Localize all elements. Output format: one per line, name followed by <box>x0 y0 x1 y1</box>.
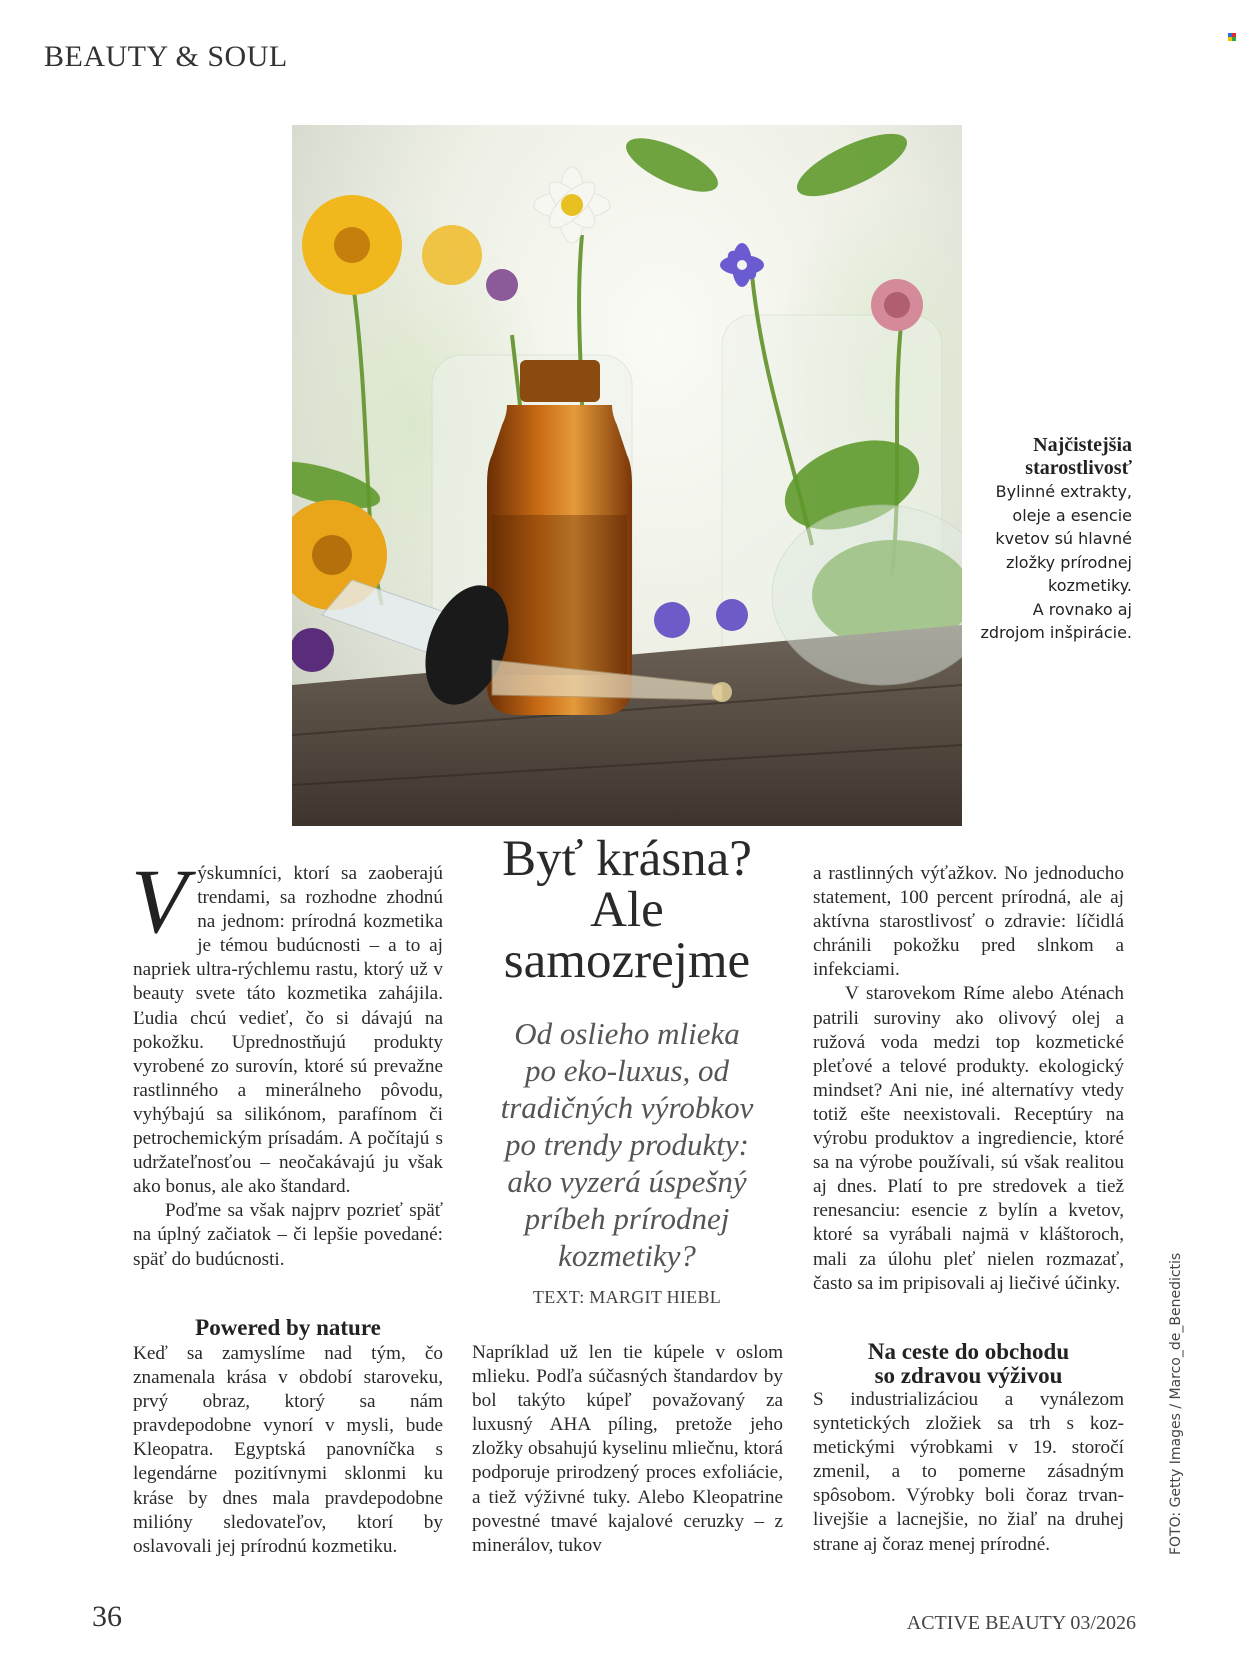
body-paragraph: ýskumníci, ktorí sa zaoberajú trendami, sa rozhodne zhodnú na jednom: prírodná kozmetika je témou budúcnosti – a to aj napriek ultra-rýchlemu rastu, ktorý už v beauty svete táto kozmetika zahájila. Ľudia chcú vedieť, čo si dávajú na pokožku. Uprednostňujú produkty vyrobené zo surovín, ktoré sú prevažne rastlinného a minerálneho pôvodu, vyhýbajú sa silikónom, parafínom či petrochemickým prísadám. A počítajú s udržateľnosťou – neočakávajú ju však ako bonus, ale ako štandard. <box>133 863 443 1198</box>
standfirst-line: ako vyzerá úspešný <box>507 1164 747 1199</box>
caption-line: A rovnako aj <box>1032 599 1132 619</box>
caption-line: oleje a esencie <box>1012 505 1132 525</box>
article-column-1 <box>131 850 443 1272</box>
standfirst-line: po eko-luxus, od <box>524 1053 730 1088</box>
body-paragraph: S industrializáciou a vynálezom syntetických zložiek sa trh s kozmetickými výrobkami v 19. storočí zmenil, a to pomerne zásadným spôsobom. Výrobky boli čoraz trvanlivejšie a lacnejšie, no žiaľ na druhej strane aj čoraz menej prírodné. <box>813 1389 1124 1555</box>
subheading-line: so zdravou výživou <box>874 1363 1063 1388</box>
caption-line: zložky prírodnej <box>1005 552 1132 572</box>
body-paragraph: Napríklad už len tie kúpele v oslom mlieku. Podľa súčasných štandardov by bol takýto kúpeľ považovaný za luxusný AHA píling, pretože jeho zložky obsahujú kyselinu mliečnu, ktorá podporuje prirodzený proces exfoliácie, a tiež výživné tuky. Alebo Kleopatrine povestné tmavé kajalové ceruzky – z minerálov, tukov <box>472 1342 783 1556</box>
headline-line: Byť krásna? <box>502 831 752 887</box>
subheading-line: Na ceste do obchodu <box>867 1339 1070 1364</box>
article-column-1-section <box>133 1316 443 1559</box>
standfirst-line: tradičných výrobkov <box>500 1090 754 1125</box>
page-number: 36 <box>92 1600 122 1633</box>
hero-photo <box>292 125 962 826</box>
headline <box>462 831 792 989</box>
amber-bottle-flowers-illustration <box>292 125 962 826</box>
section-title: BEAUTY & SOUL <box>44 40 288 73</box>
caption-title-line: starostlivosť <box>1025 457 1132 479</box>
body-paragraph: V starovekom Ríme alebo Aténach patrili suroviny ako olivový olej a ružová voda medzi top kozmetické pleťové a telové produkty. ekologický mindset? Ani nie, iné alternatívy vtedy totiž ešte neexistovali. Receptúry na výrobu produktov a ingrediencie, ktoré sa na výrobe používali, sú však realitou aj dnes. Platí to pre stredovek a tiež renesanciu: esencie z bylín a kvetov, ktoré sa vyrábali najmä v kláštoroch, mali za úlohu pleť nielen rozmazať, často sa im pripisovali aj liečivé účinky. <box>813 983 1124 1294</box>
body-paragraph: Poďme sa však najprv pozrieť späť na úplný začiatok – či lepšie povedané: späť do budúcnosti. <box>133 1200 443 1270</box>
caption-line: zdrojom inšpirácie. <box>980 623 1132 642</box>
standfirst <box>462 1015 792 1274</box>
headline-line: Ale <box>590 882 664 938</box>
standfirst-line: Od oslieho mlieka <box>514 1016 740 1051</box>
body-paragraph: Keď sa zamyslíme nad tým, čo znamenala krása v období staroveku, prvý obraz, ktorý sa nám pravdepodobne vynorí v mysli, bude Kleopatra. Egyptská panovníčka s legendárne pozitívnymi sklonmi ku kráse by dnes mala pravdepodobne milióny sledovateľov, ktorí by oslavovali jej prírodnú kozmetiku. <box>133 1343 443 1557</box>
standfirst-line: príbeh prírodnej <box>524 1201 730 1236</box>
caption-title-line: Najčistejšia <box>1033 434 1132 456</box>
byline: TEXT: MARGIT HIEBL <box>532 1287 722 1307</box>
caption-line: Bylinné extrakty, <box>995 482 1132 501</box>
article-column-3-section <box>813 1340 1124 1557</box>
color-mark-icon <box>1228 33 1236 41</box>
article-column-2 <box>472 1341 783 1558</box>
photo-caption <box>960 434 1132 645</box>
magazine-issue: ACTIVE BEAUTY 03/2026 <box>906 1612 1136 1634</box>
drop-cap: V <box>131 850 188 952</box>
article-column-3 <box>813 862 1124 1296</box>
body-paragraph: a rastlinných výťažkov. No jednoducho statement, 100 percent prírodná, ale aj aktívna starostlivosť o zdravie: líčidlá chránili pokožku pred slnkom a infekciami. <box>813 863 1124 981</box>
headline-line: samozrejme <box>503 933 751 989</box>
caption-line: kozmetiky. <box>1048 576 1132 595</box>
standfirst-line: po trendy produkty: <box>505 1127 749 1162</box>
subheading: Powered by nature <box>195 1315 381 1340</box>
standfirst-line: kozmetiky? <box>558 1238 696 1273</box>
photo-credit: FOTO: Getty Images / Marco_de_Benedictis <box>1168 1252 1184 1555</box>
caption-line: kvetov sú hlavné <box>995 529 1132 548</box>
